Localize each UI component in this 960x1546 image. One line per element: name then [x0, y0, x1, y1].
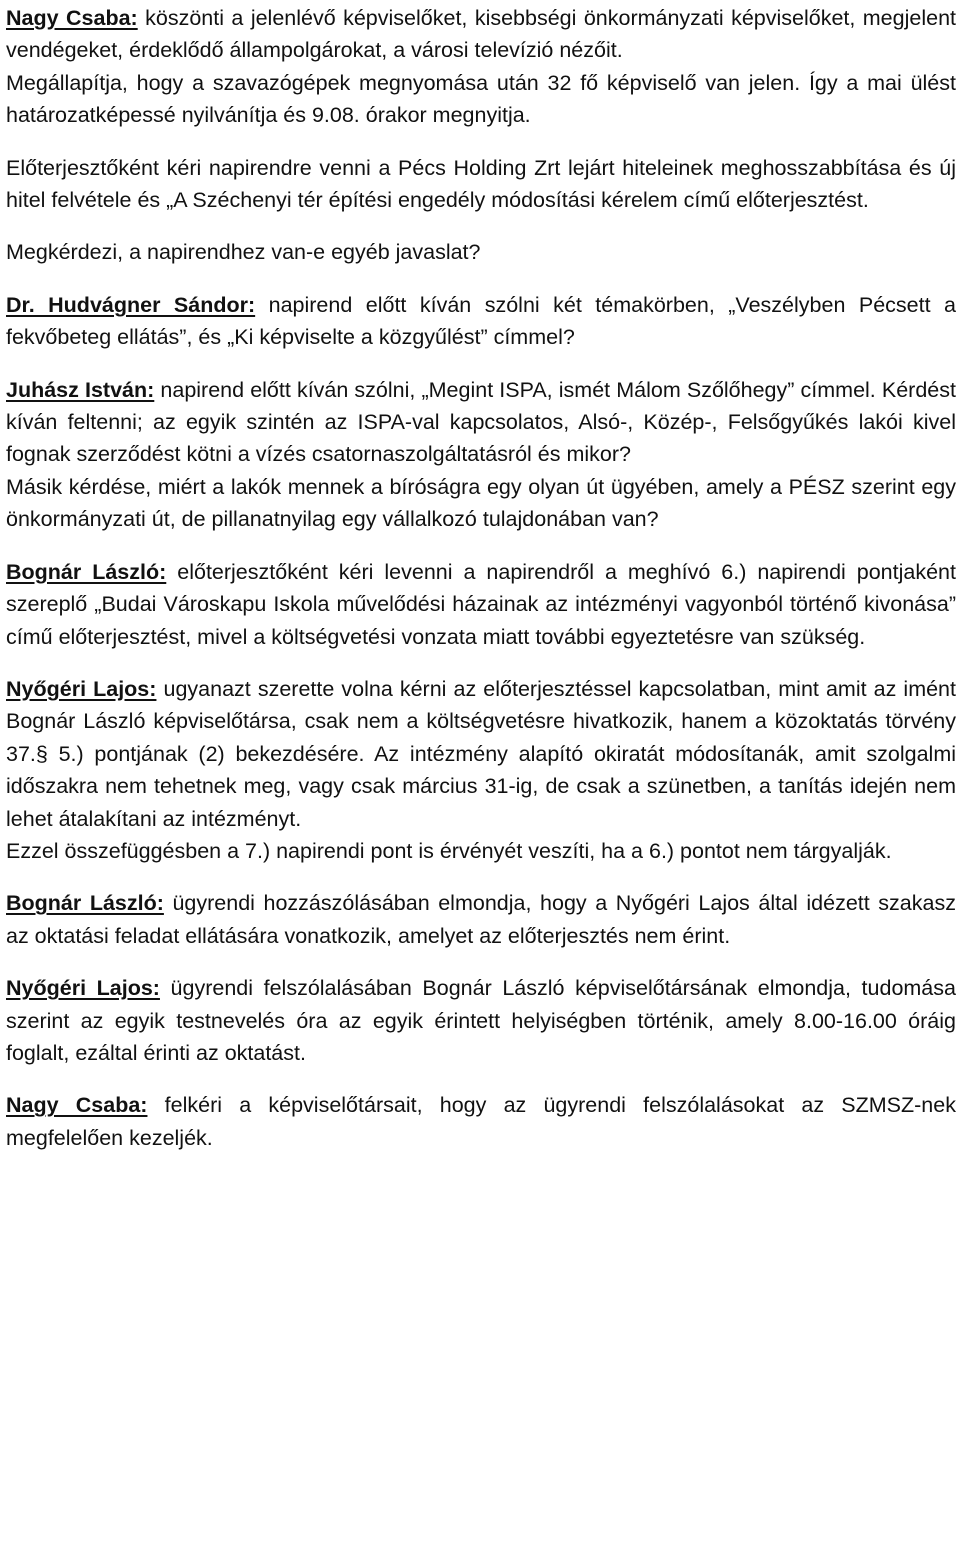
paragraph [6, 673, 956, 835]
paragraph [6, 556, 956, 653]
paragraph [6, 1089, 956, 1154]
speech-block [6, 1089, 956, 1154]
speech-block [6, 673, 956, 867]
paragraph-text: ugyanazt szerette volna kérni az előterjesztéssel kapcsolatban, mint amit az imént Bognár László képviselőtársa, csak nem a költségvetésre hivatkozik, hanem a közoktatás törvény 37.§ 5.) pontjának (2) bekezdésére. Az intézmény alapító okiratát módosítanák, amit szolgalmi időszakra nem tehetnek meg, vagy csak március 31-ig, de csak a szünetben, a tanítás idején nem lehet átalakítani az intézményt. [6, 676, 956, 831]
paragraph: Másik kérdése, miért a lakók mennek a bíróságra egy olyan út ügyében, amely a PÉSZ szerint egy önkormányzati út, de pillanatnyilag egy vállalkozó tulajdonában van? [6, 474, 956, 532]
speech-block [6, 972, 956, 1069]
paragraph-text: ügyrendi felszólalásában Bognár László képviselőtársának elmondja, tudomása szerint az egyik testnevelés óra az egyik érintett helyiségben történik, amely 8.00-16.00 óráig foglalt, ezáltal érinti az oktatást. [6, 976, 956, 1065]
speaker-name: Dr. Hudvágner Sándor: [6, 292, 256, 317]
speaker-name: Nyőgéri Lajos: [6, 676, 157, 701]
minutes-document [6, 2, 956, 1174]
speech-block [6, 236, 956, 268]
paragraph: Megkérdezi, a napirendhez van-e egyéb javaslat? [6, 240, 481, 265]
speech-block [6, 374, 956, 536]
paragraph-text: ügyrendi hozzászólásában elmondja, hogy a Nyőgéri Lajos által idézett szakasz az oktatási feladat ellátására vonatkozik, amelyet az előterjesztés nem érint. [6, 891, 956, 948]
speech-block [6, 152, 956, 217]
paragraph: Előterjesztőként kéri napirendre venni a Pécs Holding Zrt lejárt hiteleinek meghosszabbítása és új hitel felvétele és „A Széchenyi tér építési engedély módosítási kérelem című előterjesztést. [6, 155, 956, 213]
speaker-name: Nyőgéri Lajos: [6, 976, 160, 1001]
paragraph-text: előterjesztőként kéri levenni a napirendről a meghívó 6.) napirendi pontjaként szereplő „Budai Városkapu Iskola művelődési házainak az intézményi vagyonból történő kivonása” című előterjesztést, mivel a költségvetési vonzata miatt további egyeztetésre van szükség. [6, 559, 956, 649]
speech-block [6, 2, 956, 132]
paragraph [6, 887, 956, 952]
paragraph [6, 374, 956, 471]
paragraph-text: felkéri a képviselőtársait, hogy az ügyrendi felszólalásokat az SZMSZ-nek megfelelően kezeljék. [6, 1093, 956, 1150]
paragraph [6, 289, 956, 354]
speaker-name: Bognár László: [6, 559, 167, 584]
paragraph [6, 972, 956, 1069]
paragraph-text: köszönti a jelenlévő képviselőket, kisebbségi önkormányzati képviselőket, megjelent vendégeket, érdeklődő állampolgárokat, a városi televízió nézőit. [6, 6, 956, 63]
speaker-name: Nagy Csaba: [6, 6, 138, 30]
speech-block [6, 887, 956, 952]
speech-block [6, 289, 956, 354]
speech-block [6, 556, 956, 653]
paragraph [6, 2, 956, 67]
speaker-name: Bognár László: [6, 891, 164, 916]
speaker-name: Nagy Csaba: [6, 1093, 148, 1118]
paragraph: Ezzel összefüggésben a 7.) napirendi pont is érvényét veszíti, ha a 6.) pontot nem tárgyalják. [6, 838, 892, 863]
paragraph: Megállapítja, hogy a szavazógépek megnyomása után 32 fő képviselő van jelen. Így a mai ülést határozatképessé nyilvánítja és 9.08. órakor megnyitja. [6, 70, 956, 128]
speaker-name: Juhász István: [6, 377, 155, 402]
paragraph-text: napirend előtt kíván szólni, „Megint ISPA, ismét Málom Szőlőhegy” címmel. Kérdést kíván feltenni; az egyik szintén az ISPA-val kapcsolatos, Alsó-, Közép-, Felsőgyűkés lakói kivel fognak szerződést kötni a vízés csatornaszolgáltatásról és mikor? [6, 377, 956, 467]
paragraph-text: napirend előtt kíván szólni két témakörben, „Veszélyben Pécsett a fekvőbeteg ellátás”, és „Ki képviselte a közgyűlést” címmel? [6, 292, 956, 350]
